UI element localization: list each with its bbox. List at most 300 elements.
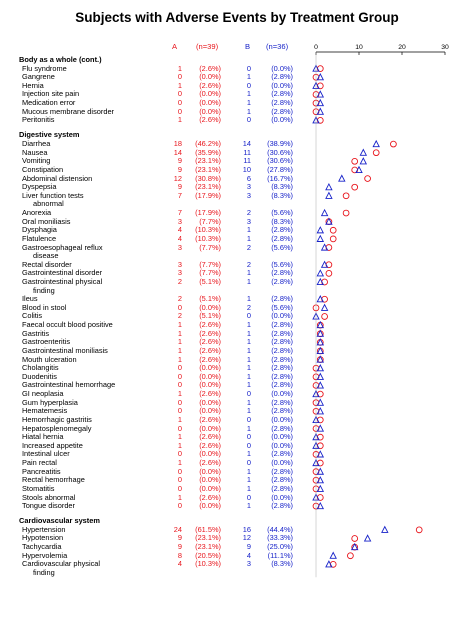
group-b-percent: (2.8%) (271, 233, 293, 243)
group-b-percent: (0.0%) (271, 389, 293, 399)
group-a-percent: (0.0%) (199, 363, 221, 373)
group-b-percent: (8.3%) (271, 559, 293, 569)
group-b-percent: (30.6%) (267, 147, 293, 157)
group-b-percent: (0.0%) (271, 458, 293, 468)
group-b-count: 1 (246, 363, 251, 373)
group-a-percent: (2.6%) (199, 389, 221, 399)
term-label: Intestinal ulcer (22, 449, 70, 459)
group-b-percent: (8.3%) (271, 182, 293, 192)
term-label: Colitis (22, 311, 43, 321)
group-b-count: 0 (246, 311, 251, 321)
group-b-percent: (0.0%) (271, 115, 293, 125)
group-a-percent: (0.0%) (199, 302, 221, 312)
group-b-percent: (2.8%) (271, 475, 293, 485)
group-a-percent: (7.7%) (199, 268, 221, 278)
term-label: Gastrointestinal physical (22, 277, 103, 286)
group-a-count: 7 (177, 190, 182, 200)
group-a-marker (326, 270, 332, 276)
term-label: Pain rectal (22, 458, 57, 468)
term-label: GI neoplasia (22, 389, 64, 399)
group-b-percent: (0.0%) (271, 80, 293, 90)
group-b-percent: (0.0%) (271, 414, 293, 424)
term-label: Dyspepsia (22, 182, 57, 192)
group-a-count: 1 (177, 345, 182, 355)
group-a-count: 1 (177, 458, 182, 468)
group-b-count: 3 (246, 216, 251, 226)
group-a-percent: (30.8%) (195, 173, 221, 183)
group-b-count: 6 (246, 173, 251, 183)
group-b-marker (326, 193, 332, 199)
group-a-percent: (5.1%) (199, 311, 221, 321)
group-b-percent: (5.6%) (271, 302, 293, 312)
term-label: Gastrointestinal moniliasis (22, 345, 108, 355)
group-a-percent: (17.9%) (195, 190, 221, 200)
group-a-count: 1 (177, 414, 182, 424)
group-a-count: 9 (177, 533, 182, 543)
group-a-count: 12 (173, 173, 182, 183)
group-b-percent: (0.0%) (271, 311, 293, 321)
term-label: Hypervolemia (22, 550, 68, 560)
term-label-continuation: abnormal (33, 199, 64, 209)
group-a-percent: (0.0%) (199, 466, 221, 476)
group-a-count: 4 (177, 559, 182, 569)
group-b-marker (317, 236, 323, 242)
group-a-count: 18 (173, 139, 182, 149)
group-b-percent: (2.8%) (271, 277, 293, 286)
term-label: Increased appetite (22, 440, 83, 450)
group-b-percent: (5.6%) (271, 259, 293, 269)
group-b-percent: (2.8%) (271, 106, 293, 116)
term-label: Hemorrhagic gastritis (22, 414, 92, 424)
group-b-count: 1 (246, 397, 251, 407)
group-a-count: 8 (177, 550, 182, 560)
group-a-count: 1 (177, 432, 182, 442)
group-a-count: 0 (177, 501, 182, 511)
group-b-count: 0 (246, 432, 251, 442)
group-b-percent: (2.8%) (271, 466, 293, 476)
group-b-header: B (245, 42, 251, 51)
group-a-percent: (2.6%) (199, 354, 221, 364)
group-a-percent: (7.7%) (199, 242, 221, 252)
group-b-marker (360, 158, 366, 164)
x-tick-label: 30 (441, 44, 449, 51)
group-b-percent: (5.6%) (271, 242, 293, 252)
group-b-percent: (2.8%) (271, 89, 293, 99)
term-label: Abdominal distension (22, 173, 93, 183)
group-b-count: 1 (246, 371, 251, 381)
group-a-count: 0 (177, 302, 182, 312)
group-a-marker (352, 184, 358, 190)
group-b-count: 1 (246, 225, 251, 235)
group-a-count: 0 (177, 466, 182, 476)
group-b-marker (317, 227, 323, 233)
term-label: Tongue disorder (22, 501, 76, 511)
group-b-percent: (8.3%) (271, 190, 293, 200)
group-a-marker (348, 553, 354, 559)
group-a-count: 2 (177, 311, 182, 321)
group-a-count: 1 (177, 63, 182, 73)
group-a-count: 1 (177, 115, 182, 125)
term-label: Vomiting (22, 156, 51, 166)
group-b-count: 0 (246, 414, 251, 424)
group-b-percent: (25.0%) (267, 542, 293, 552)
group-a-count: 0 (177, 363, 182, 373)
group-a-count: 0 (177, 423, 182, 433)
term-label: Pancreatitis (22, 466, 61, 476)
group-a-count: 24 (173, 524, 182, 534)
group-b-count: 12 (242, 533, 251, 543)
group-b-count: 1 (246, 72, 251, 82)
group-b-count: 1 (246, 233, 251, 243)
group-b-percent: (38.9%) (267, 139, 293, 149)
group-a-marker (352, 158, 358, 164)
group-a-n-header: (n=39) (196, 42, 219, 51)
group-b-count: 0 (246, 115, 251, 125)
term-label: Flu syndrome (22, 63, 67, 73)
group-b-marker (326, 184, 332, 190)
group-a-percent: (0.0%) (199, 449, 221, 459)
term-label: Diarrhea (22, 139, 51, 149)
term-label: Hypertension (22, 524, 66, 534)
group-b-n-header: (n=36) (266, 42, 289, 51)
group-b-count: 11 (243, 147, 251, 157)
group-b-percent: (2.8%) (271, 337, 293, 347)
group-a-percent: (2.6%) (199, 320, 221, 330)
group-b-count: 16 (242, 524, 251, 534)
group-b-percent: (44.4%) (267, 524, 293, 534)
group-a-count: 9 (177, 156, 182, 166)
term-label: Dysphagia (22, 225, 57, 235)
group-b-count: 1 (246, 320, 251, 330)
group-b-percent: (2.8%) (271, 371, 293, 381)
term-label: Liver function tests (22, 190, 84, 200)
term-label: Cardiovascular physical (22, 559, 101, 569)
group-b-percent: (33.3%) (267, 533, 293, 543)
group-a-percent: (7.7%) (199, 259, 221, 269)
group-b-count: 11 (243, 156, 251, 166)
term-label-continuation: disease (33, 251, 59, 261)
group-a-marker (343, 210, 349, 216)
group-a-marker (391, 141, 397, 147)
group-b-count: 14 (242, 139, 251, 149)
group-b-count: 3 (246, 182, 251, 192)
group-b-count: 1 (246, 380, 251, 390)
group-a-percent: (0.0%) (199, 397, 221, 407)
group-b-percent: (27.8%) (267, 164, 293, 174)
group-b-percent: (2.8%) (271, 483, 293, 493)
group-a-count: 0 (177, 380, 182, 390)
term-label: Blood in stool (22, 302, 67, 312)
group-b-percent: (2.8%) (271, 449, 293, 459)
group-a-percent: (2.6%) (199, 432, 221, 442)
group-a-percent: (2.6%) (199, 440, 221, 450)
group-b-count: 1 (246, 423, 251, 433)
term-label: Hypotension (22, 533, 64, 543)
group-a-count: 3 (177, 216, 182, 226)
group-b-count: 4 (246, 550, 251, 560)
group-b-count: 2 (246, 242, 251, 252)
group-a-percent: (2.6%) (199, 414, 221, 424)
group-b-count: 1 (246, 106, 251, 116)
term-label: Gastroesophageal reflux (22, 242, 103, 252)
term-label: Injection site pain (22, 89, 80, 99)
group-b-percent: (11.1%) (267, 550, 293, 560)
group-a-percent: (0.0%) (199, 501, 221, 511)
term-label: Gastrointestinal disorder (22, 268, 103, 278)
group-b-marker (360, 150, 366, 156)
group-a-marker (330, 227, 336, 233)
term-label: Mucous membrane disorder (22, 106, 115, 116)
group-b-marker (339, 175, 345, 181)
group-b-count: 0 (246, 492, 251, 502)
group-b-count: 1 (246, 483, 251, 493)
group-a-percent: (0.0%) (199, 406, 221, 416)
group-a-count: 0 (177, 98, 182, 108)
group-a-percent: (2.6%) (199, 80, 221, 90)
term-label: Medication error (22, 98, 76, 108)
group-b-count: 0 (246, 389, 251, 399)
group-b-percent: (2.8%) (271, 328, 293, 338)
group-a-percent: (0.0%) (199, 475, 221, 485)
group-a-percent: (20.5%) (195, 550, 221, 560)
group-a-marker (352, 536, 358, 542)
term-label: Stools abnormal (22, 492, 76, 502)
term-label: Peritonitis (22, 115, 55, 125)
term-label-continuation: finding (33, 285, 55, 295)
group-a-count: 1 (177, 80, 182, 90)
group-a-percent: (0.0%) (199, 380, 221, 390)
group-a-percent: (2.6%) (199, 63, 221, 73)
group-a-count: 1 (177, 320, 182, 330)
section-label: Cardiovascular system (19, 516, 100, 526)
group-a-count: 0 (177, 475, 182, 485)
group-a-count: 0 (177, 397, 182, 407)
group-b-percent: (2.8%) (271, 98, 293, 108)
term-label: Tachycardia (22, 542, 62, 552)
group-a-percent: (2.6%) (199, 115, 221, 125)
section-label: Body as a whole (cont.) (19, 55, 102, 64)
group-b-count: 0 (246, 440, 251, 450)
term-label: Gum hyperplasia (22, 397, 78, 407)
group-b-count: 1 (246, 277, 251, 286)
term-label: Ileus (22, 294, 38, 304)
group-b-count: 1 (246, 449, 251, 459)
term-label: Nausea (22, 147, 48, 157)
group-a-count: 0 (177, 371, 182, 381)
group-a-percent: (2.6%) (199, 458, 221, 468)
group-a-count: 14 (173, 147, 182, 157)
group-b-count: 1 (246, 328, 251, 338)
group-a-percent: (10.3%) (195, 225, 221, 235)
group-a-marker (330, 236, 336, 242)
group-b-percent: (5.6%) (271, 208, 293, 218)
group-b-count: 1 (246, 466, 251, 476)
group-a-percent: (0.0%) (199, 72, 221, 82)
group-a-percent: (0.0%) (199, 371, 221, 381)
group-a-percent: (17.9%) (195, 208, 221, 218)
group-a-percent: (2.6%) (199, 328, 221, 338)
group-b-marker (322, 210, 328, 216)
group-a-percent: (35.9%) (195, 147, 221, 157)
group-b-marker (317, 270, 323, 276)
term-label: Oral moniliasis (22, 216, 71, 226)
group-b-count: 1 (246, 294, 251, 304)
group-b-count: 2 (246, 208, 251, 218)
group-a-marker (373, 150, 379, 156)
group-a-count: 2 (177, 277, 182, 286)
group-b-percent: (2.8%) (271, 294, 293, 304)
group-b-percent: (2.8%) (271, 72, 293, 82)
group-b-percent: (0.0%) (271, 63, 293, 73)
group-b-percent: (2.8%) (271, 354, 293, 364)
group-a-percent: (23.1%) (195, 164, 221, 174)
term-label: Gastrointestinal hemorrhage (22, 380, 116, 390)
group-b-percent: (2.8%) (271, 225, 293, 235)
group-a-percent: (0.0%) (199, 106, 221, 116)
group-a-count: 1 (177, 440, 182, 450)
group-b-count: 1 (246, 406, 251, 416)
group-a-count: 3 (177, 259, 182, 269)
group-a-percent: (5.1%) (199, 277, 221, 286)
group-b-count: 1 (246, 337, 251, 347)
group-a-percent: (23.1%) (195, 542, 221, 552)
group-a-percent: (0.0%) (199, 423, 221, 433)
group-b-percent: (30.6%) (267, 156, 293, 166)
term-label: Hepatosplenomegaly (22, 423, 92, 433)
term-label: Duodenitis (22, 371, 57, 381)
term-label: Faecal occult blood positive (22, 320, 113, 330)
term-label-continuation: finding (33, 567, 55, 577)
group-b-percent: (2.8%) (271, 406, 293, 416)
term-label: Cholangitis (22, 363, 59, 373)
group-a-percent: (46.2%) (195, 139, 221, 149)
group-b-count: 0 (246, 63, 251, 73)
group-b-count: 0 (246, 80, 251, 90)
group-b-count: 1 (246, 475, 251, 485)
term-label: Gangrene (22, 72, 55, 82)
group-b-marker (382, 527, 388, 533)
group-b-percent: (8.3%) (271, 216, 293, 226)
group-a-count: 0 (177, 106, 182, 116)
group-b-percent: (0.0%) (271, 492, 293, 502)
term-label: Rectal hemorrhage (22, 475, 85, 485)
group-a-count: 0 (177, 483, 182, 493)
group-b-count: 9 (246, 542, 251, 552)
group-a-percent: (23.1%) (195, 182, 221, 192)
term-label: Hiatal hernia (22, 432, 64, 442)
group-a-count: 3 (177, 242, 182, 252)
group-a-count: 1 (177, 328, 182, 338)
group-a-percent: (10.3%) (195, 233, 221, 243)
group-a-marker (322, 314, 328, 320)
group-b-count: 1 (246, 354, 251, 364)
group-b-percent: (2.8%) (271, 397, 293, 407)
group-b-marker (330, 553, 336, 559)
group-b-percent: (2.8%) (271, 363, 293, 373)
group-a-count: 0 (177, 406, 182, 416)
group-a-count: 1 (177, 492, 182, 502)
group-b-percent: (2.8%) (271, 345, 293, 355)
x-tick-label: 0 (314, 44, 318, 51)
term-label: Constipation (22, 164, 64, 174)
group-a-count: 4 (177, 225, 182, 235)
group-b-count: 1 (246, 501, 251, 511)
chart-title: Subjects with Adverse Events by Treatment Group (75, 10, 399, 25)
group-a-count: 1 (177, 337, 182, 347)
x-tick-label: 10 (355, 44, 363, 51)
group-a-percent: (0.0%) (199, 483, 221, 493)
group-a-count: 0 (177, 72, 182, 82)
group-a-header: A (172, 42, 178, 51)
group-b-count: 1 (246, 268, 251, 278)
group-a-percent: (5.1%) (199, 294, 221, 304)
group-a-count: 1 (177, 389, 182, 399)
group-b-percent: (2.8%) (271, 320, 293, 330)
group-b-count: 1 (246, 98, 251, 108)
term-label: Mouth ulceration (22, 354, 77, 364)
group-a-percent: (61.5%) (195, 524, 221, 534)
group-a-count: 4 (177, 233, 182, 243)
term-label: Gastritis (22, 328, 50, 338)
section-label: Digestive system (19, 130, 80, 140)
group-b-count: 2 (246, 302, 251, 312)
group-a-percent: (2.6%) (199, 337, 221, 347)
group-a-percent: (0.0%) (199, 89, 221, 99)
group-b-count: 10 (242, 164, 251, 174)
group-b-count: 3 (246, 190, 251, 200)
group-b-percent: (0.0%) (271, 440, 293, 450)
term-label: Stomatitis (22, 483, 55, 493)
group-a-percent: (2.6%) (199, 492, 221, 502)
term-label: Hernia (22, 80, 44, 90)
group-b-percent: (2.8%) (271, 501, 293, 511)
group-b-marker (373, 141, 379, 147)
group-a-percent: (2.6%) (199, 345, 221, 355)
group-b-count: 3 (246, 559, 251, 569)
term-label: Hematemesis (22, 406, 68, 416)
group-b-percent: (2.8%) (271, 423, 293, 433)
group-a-count: 1 (177, 354, 182, 364)
group-b-percent: (16.7%) (267, 173, 293, 183)
group-a-percent: (23.1%) (195, 156, 221, 166)
group-a-percent: (7.7%) (199, 216, 221, 226)
group-b-marker (322, 305, 328, 311)
group-a-count: 3 (177, 268, 182, 278)
term-label: Rectal disorder (22, 259, 72, 269)
group-b-percent: (2.8%) (271, 380, 293, 390)
group-a-count: 7 (177, 208, 182, 218)
group-a-marker (343, 193, 349, 199)
term-label: Anorexia (22, 208, 52, 218)
term-label: Flatulence (22, 233, 57, 243)
group-a-percent: (10.3%) (195, 559, 221, 569)
group-a-count: 9 (177, 182, 182, 192)
group-b-percent: (0.0%) (271, 432, 293, 442)
group-a-marker (416, 527, 422, 533)
group-a-count: 9 (177, 164, 182, 174)
group-a-count: 0 (177, 89, 182, 99)
group-a-count: 0 (177, 449, 182, 459)
term-label: Gastroenteritis (22, 337, 71, 347)
group-a-count: 2 (177, 294, 182, 304)
group-b-marker (365, 535, 371, 541)
group-b-count: 2 (246, 259, 251, 269)
group-b-count: 1 (246, 345, 251, 355)
group-b-count: 1 (246, 89, 251, 99)
group-a-percent: (0.0%) (199, 98, 221, 108)
group-b-percent: (2.8%) (271, 268, 293, 278)
group-a-marker (365, 176, 371, 182)
